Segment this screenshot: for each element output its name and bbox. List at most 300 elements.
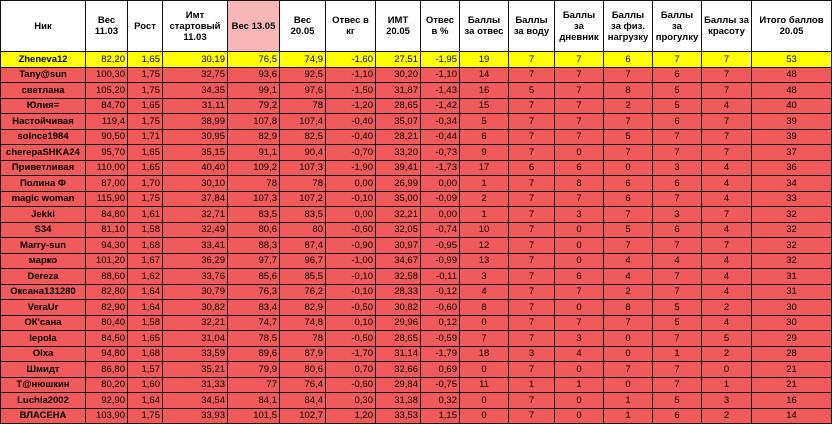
table-row xyxy=(1,222,832,238)
cell-loss-kg: -0,10 xyxy=(326,269,376,285)
cell-loss-pct: 0,12 xyxy=(421,315,460,331)
cell-nick: Olxa xyxy=(1,346,86,362)
cell-weight-start: 115,90 xyxy=(86,191,128,207)
cell-points-diary: 7 xyxy=(555,67,604,83)
cell-weight-2005: 78 xyxy=(280,176,326,192)
cell-bmi-start: 35,21 xyxy=(163,362,228,378)
cell-weight-2005: 80 xyxy=(280,222,326,238)
cell-points-loss: 8 xyxy=(460,300,509,316)
cell-points-loss: 19 xyxy=(460,52,509,68)
cell-points-loss: 0 xyxy=(460,362,509,378)
cell-points-walk: 7 xyxy=(653,362,702,378)
cell-weight-start: 105,20 xyxy=(86,83,128,99)
cell-bmi-2005: 33,53 xyxy=(376,408,421,424)
cell-nick: Настойчивая xyxy=(1,114,86,130)
cell-points-loss: 7 xyxy=(460,331,509,347)
cell-nick: ВЛАСЕНА xyxy=(1,408,86,424)
cell-points-loss: 11 xyxy=(460,377,509,393)
cell-points-diary: 8 xyxy=(555,176,604,192)
cell-weight-2005: 74,8 xyxy=(280,315,326,331)
cell-points-exercise: 5 xyxy=(604,129,653,145)
cell-loss-kg: -0,40 xyxy=(326,129,376,145)
col-header-bmi-2005: ИМТ 20.05 xyxy=(376,1,421,52)
table-row xyxy=(1,160,832,176)
cell-weight-start: 92,90 xyxy=(86,393,128,409)
cell-nick: Оксана131280 xyxy=(1,284,86,300)
cell-bmi-2005: 31,38 xyxy=(376,393,421,409)
cell-points-beauty: 7 xyxy=(702,114,752,130)
cell-height: 1,64 xyxy=(128,393,163,409)
cell-weight-2005: 76,4 xyxy=(280,377,326,393)
cell-weight-1305: 82,9 xyxy=(228,129,280,145)
cell-bmi-start: 30,10 xyxy=(163,176,228,192)
table-row xyxy=(1,284,832,300)
cell-points-diary: 7 xyxy=(555,98,604,114)
cell-weight-1305: 89,6 xyxy=(228,346,280,362)
cell-loss-kg: -1,50 xyxy=(326,83,376,99)
cell-points-diary: 7 xyxy=(555,114,604,130)
cell-points-water: 7 xyxy=(509,269,555,285)
cell-points-beauty: 5 xyxy=(702,331,752,347)
cell-loss-kg: -1,10 xyxy=(326,67,376,83)
table-row xyxy=(1,207,832,223)
table-row xyxy=(1,129,832,145)
cell-loss-pct: -0,60 xyxy=(421,300,460,316)
table-row xyxy=(1,346,832,362)
cell-height: 1,57 xyxy=(128,362,163,378)
col-header-height: Рост xyxy=(128,1,163,52)
cell-weight-1305: 77 xyxy=(228,377,280,393)
cell-weight-1305: 99,1 xyxy=(228,83,280,99)
cell-points-water: 7 xyxy=(509,145,555,161)
cell-loss-pct: -0,44 xyxy=(421,129,460,145)
cell-points-exercise: 6 xyxy=(604,52,653,68)
cell-weight-1305: 109,2 xyxy=(228,160,280,176)
cell-weight-start: 88,60 xyxy=(86,269,128,285)
cell-points-walk: 7 xyxy=(653,377,702,393)
col-header-bmi-start: Имт стартовый 11.03 xyxy=(163,1,228,52)
cell-weight-start: 87,00 xyxy=(86,176,128,192)
cell-points-exercise: 5 xyxy=(604,222,653,238)
table-row xyxy=(1,408,832,424)
cell-points-water: 7 xyxy=(509,129,555,145)
cell-points-loss: 9 xyxy=(460,145,509,161)
cell-bmi-start: 32,49 xyxy=(163,222,228,238)
cell-loss-pct: -0,95 xyxy=(421,238,460,254)
cell-height: 1,70 xyxy=(128,176,163,192)
cell-points-exercise: 8 xyxy=(604,83,653,99)
cell-weight-1305: 79,9 xyxy=(228,362,280,378)
table-row xyxy=(1,331,832,347)
cell-nick: cherepaSHKA24 xyxy=(1,145,86,161)
cell-bmi-2005: 31,14 xyxy=(376,346,421,362)
cell-bmi-start: 34,35 xyxy=(163,83,228,99)
cell-weight-start: 90,50 xyxy=(86,129,128,145)
cell-total: 48 xyxy=(752,67,832,83)
table-row xyxy=(1,191,832,207)
cell-bmi-2005: 34,67 xyxy=(376,253,421,269)
cell-points-beauty: 2 xyxy=(702,300,752,316)
cell-loss-kg: -0,10 xyxy=(326,284,376,300)
cell-bmi-start: 34,54 xyxy=(163,393,228,409)
cell-nick: solnce1984 xyxy=(1,129,86,145)
cell-bmi-2005: 29,84 xyxy=(376,377,421,393)
cell-bmi-start: 40,40 xyxy=(163,160,228,176)
cell-total: 39 xyxy=(752,114,832,130)
cell-points-loss: 5 xyxy=(460,114,509,130)
cell-loss-pct: -1,95 xyxy=(421,52,460,68)
cell-loss-kg: -0,90 xyxy=(326,238,376,254)
cell-weight-2005: 85,5 xyxy=(280,269,326,285)
cell-points-water: 7 xyxy=(509,114,555,130)
cell-points-water: 7 xyxy=(509,222,555,238)
cell-weight-start: 80,20 xyxy=(86,377,128,393)
cell-weight-start: 82,80 xyxy=(86,284,128,300)
cell-points-water: 7 xyxy=(509,331,555,347)
cell-total: 30 xyxy=(752,300,832,316)
cell-points-walk: 3 xyxy=(653,160,702,176)
cell-nick: Zheneva12 xyxy=(1,52,86,68)
cell-total: 39 xyxy=(752,129,832,145)
cell-bmi-2005: 32,21 xyxy=(376,207,421,223)
cell-weight-1305: 107,8 xyxy=(228,114,280,130)
cell-loss-kg: 1,20 xyxy=(326,408,376,424)
cell-points-water: 7 xyxy=(509,393,555,409)
cell-bmi-start: 32,71 xyxy=(163,207,228,223)
cell-points-exercise: 7 xyxy=(604,67,653,83)
cell-height: 1,65 xyxy=(128,98,163,114)
cell-loss-kg: -1,20 xyxy=(326,98,376,114)
cell-total: 31 xyxy=(752,284,832,300)
cell-weight-2005: 90,4 xyxy=(280,145,326,161)
cell-loss-kg: -0,10 xyxy=(326,191,376,207)
cell-nick: lepola xyxy=(1,331,86,347)
cell-bmi-start: 33,93 xyxy=(163,408,228,424)
cell-points-walk: 7 xyxy=(653,52,702,68)
cell-points-beauty: 7 xyxy=(702,145,752,161)
col-header-points-beauty: Баллы за красоту xyxy=(702,1,752,52)
cell-points-exercise: 6 xyxy=(604,176,653,192)
cell-points-walk: 7 xyxy=(653,129,702,145)
cell-nick: Приветливая xyxy=(1,160,86,176)
cell-weight-start: 82,90 xyxy=(86,300,128,316)
cell-points-water: 7 xyxy=(509,408,555,424)
cell-loss-pct: -0,59 xyxy=(421,331,460,347)
cell-loss-pct: 0,32 xyxy=(421,393,460,409)
cell-points-exercise: 7 xyxy=(604,362,653,378)
cell-weight-1305: 78,5 xyxy=(228,331,280,347)
cell-bmi-start: 30,79 xyxy=(163,284,228,300)
cell-height: 1,75 xyxy=(128,67,163,83)
cell-points-walk: 7 xyxy=(653,269,702,285)
cell-height: 1,65 xyxy=(128,52,163,68)
cell-nick: светлана xyxy=(1,83,86,99)
cell-bmi-2005: 39,41 xyxy=(376,160,421,176)
cell-loss-pct: -1,42 xyxy=(421,98,460,114)
cell-points-exercise: 7 xyxy=(604,145,653,161)
cell-points-water: 7 xyxy=(509,52,555,68)
cell-height: 1,75 xyxy=(128,83,163,99)
col-header-weight-1305: Вес 13.05 xyxy=(228,1,280,52)
cell-bmi-start: 32,75 xyxy=(163,67,228,83)
cell-total: 29 xyxy=(752,331,832,347)
cell-bmi-start: 31,11 xyxy=(163,98,228,114)
cell-points-water: 7 xyxy=(509,315,555,331)
cell-weight-2005: 87,9 xyxy=(280,346,326,362)
cell-points-loss: 1 xyxy=(460,207,509,223)
cell-points-walk: 6 xyxy=(653,176,702,192)
cell-total: 48 xyxy=(752,83,832,99)
cell-points-walk: 6 xyxy=(653,222,702,238)
cell-points-beauty: 4 xyxy=(702,160,752,176)
cell-height: 1,64 xyxy=(128,284,163,300)
cell-weight-1305: 91,1 xyxy=(228,145,280,161)
cell-bmi-start: 31,04 xyxy=(163,331,228,347)
cell-points-water: 7 xyxy=(509,98,555,114)
table-row xyxy=(1,145,832,161)
cell-bmi-2005: 32,05 xyxy=(376,222,421,238)
cell-total: 34 xyxy=(752,176,832,192)
cell-weight-1305: 85,6 xyxy=(228,269,280,285)
cell-bmi-start: 30,19 xyxy=(163,52,228,68)
cell-points-beauty: 4 xyxy=(702,253,752,269)
cell-points-diary: 0 xyxy=(555,362,604,378)
cell-points-water: 7 xyxy=(509,67,555,83)
cell-points-walk: 5 xyxy=(653,98,702,114)
cell-loss-kg: -1,00 xyxy=(326,253,376,269)
cell-height: 1,71 xyxy=(128,129,163,145)
cell-nick: magic woman xyxy=(1,191,86,207)
cell-loss-pct: 0,69 xyxy=(421,362,460,378)
cell-weight-2005: 96,7 xyxy=(280,253,326,269)
cell-loss-kg: -0,60 xyxy=(326,222,376,238)
table-row xyxy=(1,83,832,99)
table-row xyxy=(1,393,832,409)
cell-points-beauty: 4 xyxy=(702,315,752,331)
cell-weight-2005: 84,4 xyxy=(280,393,326,409)
cell-loss-kg: 0,70 xyxy=(326,362,376,378)
cell-weight-2005: 102,7 xyxy=(280,408,326,424)
cell-points-exercise: 7 xyxy=(604,207,653,223)
table-row xyxy=(1,238,832,254)
cell-weight-2005: 92,5 xyxy=(280,67,326,83)
cell-loss-kg: -0,50 xyxy=(326,331,376,347)
cell-bmi-start: 35,15 xyxy=(163,145,228,161)
cell-points-loss: 18 xyxy=(460,346,509,362)
cell-nick: VeraUr xyxy=(1,300,86,316)
cell-loss-kg: -1,60 xyxy=(326,52,376,68)
cell-points-water: 7 xyxy=(509,284,555,300)
cell-total: 31 xyxy=(752,269,832,285)
cell-points-diary: 6 xyxy=(555,160,604,176)
cell-points-diary: 0 xyxy=(555,253,604,269)
cell-bmi-2005: 33,20 xyxy=(376,145,421,161)
cell-total: 21 xyxy=(752,377,832,393)
cell-points-walk: 6 xyxy=(653,114,702,130)
cell-loss-pct: -1,73 xyxy=(421,160,460,176)
cell-points-beauty: 4 xyxy=(702,191,752,207)
cell-loss-kg: -0,70 xyxy=(326,145,376,161)
cell-points-water: 6 xyxy=(509,160,555,176)
cell-weight-start: 82,20 xyxy=(86,52,128,68)
cell-bmi-2005: 30,20 xyxy=(376,67,421,83)
cell-loss-kg: -0,60 xyxy=(326,377,376,393)
cell-weight-2005: 107,4 xyxy=(280,114,326,130)
cell-points-walk: 6 xyxy=(653,67,702,83)
cell-points-exercise: 2 xyxy=(604,284,653,300)
cell-points-water: 7 xyxy=(509,191,555,207)
cell-bmi-2005: 30,82 xyxy=(376,300,421,316)
cell-weight-start: 100,30 xyxy=(86,67,128,83)
cell-weight-1305: 97,7 xyxy=(228,253,280,269)
cell-loss-pct: -0,99 xyxy=(421,253,460,269)
cell-weight-1305: 79,2 xyxy=(228,98,280,114)
cell-points-water: 7 xyxy=(509,253,555,269)
cell-height: 1,75 xyxy=(128,114,163,130)
cell-points-diary: 7 xyxy=(555,284,604,300)
cell-points-walk: 7 xyxy=(653,238,702,254)
cell-points-diary: 0 xyxy=(555,145,604,161)
cell-loss-pct: -0,12 xyxy=(421,284,460,300)
table-row xyxy=(1,114,832,130)
cell-loss-pct: 1,15 xyxy=(421,408,460,424)
cell-weight-2005: 80,6 xyxy=(280,362,326,378)
cell-total: 32 xyxy=(752,222,832,238)
cell-loss-pct: -0,09 xyxy=(421,191,460,207)
cell-weight-1305: 80,6 xyxy=(228,222,280,238)
cell-loss-pct: -0,75 xyxy=(421,377,460,393)
cell-bmi-start: 30,82 xyxy=(163,300,228,316)
cell-bmi-2005: 27,51 xyxy=(376,52,421,68)
cell-weight-2005: 107,3 xyxy=(280,160,326,176)
cell-points-exercise: 6 xyxy=(604,191,653,207)
cell-height: 1,60 xyxy=(128,377,163,393)
cell-weight-1305: 74,7 xyxy=(228,315,280,331)
cell-weight-start: 95,70 xyxy=(86,145,128,161)
cell-points-walk: 7 xyxy=(653,284,702,300)
cell-points-beauty: 2 xyxy=(702,408,752,424)
table-row xyxy=(1,52,832,68)
cell-total: 53 xyxy=(752,52,832,68)
cell-points-beauty: 7 xyxy=(702,207,752,223)
cell-weight-2005: 76,2 xyxy=(280,284,326,300)
cell-points-loss: 0 xyxy=(460,315,509,331)
cell-points-loss: 13 xyxy=(460,253,509,269)
cell-points-exercise: 7 xyxy=(604,114,653,130)
col-header-points-loss: Баллы за отвес xyxy=(460,1,509,52)
cell-total: 32 xyxy=(752,238,832,254)
table-row xyxy=(1,176,832,192)
cell-weight-start: 94,30 xyxy=(86,238,128,254)
cell-bmi-2005: 35,07 xyxy=(376,114,421,130)
cell-points-diary: 0 xyxy=(555,300,604,316)
cell-points-diary: 7 xyxy=(555,83,604,99)
cell-bmi-start: 36,29 xyxy=(163,253,228,269)
cell-loss-kg: 0,00 xyxy=(326,207,376,223)
cell-weight-start: 86,80 xyxy=(86,362,128,378)
cell-nick: марко xyxy=(1,253,86,269)
cell-weight-1305: 83,5 xyxy=(228,207,280,223)
cell-weight-start: 84,50 xyxy=(86,331,128,347)
cell-bmi-2005: 32,58 xyxy=(376,269,421,285)
cell-weight-start: 119,4 xyxy=(86,114,128,130)
cell-points-beauty: 7 xyxy=(702,129,752,145)
cell-points-water: 1 xyxy=(509,377,555,393)
cell-points-walk: 7 xyxy=(653,145,702,161)
cell-loss-pct: -1,43 xyxy=(421,83,460,99)
cell-bmi-2005: 30,97 xyxy=(376,238,421,254)
cell-bmi-2005: 28,65 xyxy=(376,331,421,347)
cell-total: 32 xyxy=(752,253,832,269)
cell-points-walk: 5 xyxy=(653,393,702,409)
cell-weight-start: 103,90 xyxy=(86,408,128,424)
cell-points-loss: 6 xyxy=(460,129,509,145)
cell-height: 1,67 xyxy=(128,253,163,269)
cell-points-loss: 0 xyxy=(460,408,509,424)
cell-bmi-2005: 28,21 xyxy=(376,129,421,145)
cell-weight-1305: 78 xyxy=(228,176,280,192)
cell-bmi-start: 30,95 xyxy=(163,129,228,145)
cell-points-walk: 6 xyxy=(653,408,702,424)
cell-points-exercise: 7 xyxy=(604,238,653,254)
cell-height: 1,65 xyxy=(128,160,163,176)
cell-height: 1,65 xyxy=(128,145,163,161)
cell-weight-1305: 88,3 xyxy=(228,238,280,254)
cell-points-exercise: 2 xyxy=(604,98,653,114)
cell-points-water: 7 xyxy=(509,362,555,378)
cell-loss-kg: -0,40 xyxy=(326,114,376,130)
cell-points-walk: 1 xyxy=(653,346,702,362)
cell-bmi-start: 33,76 xyxy=(163,269,228,285)
cell-points-beauty: 4 xyxy=(702,222,752,238)
cell-weight-start: 94,80 xyxy=(86,346,128,362)
cell-weight-1305: 84,1 xyxy=(228,393,280,409)
cell-weight-1305: 93,6 xyxy=(228,67,280,83)
cell-bmi-start: 33,59 xyxy=(163,346,228,362)
cell-points-loss: 2 xyxy=(460,191,509,207)
cell-points-diary: 0 xyxy=(555,222,604,238)
table-row xyxy=(1,67,832,83)
cell-loss-kg: 0,10 xyxy=(326,315,376,331)
cell-points-exercise: 7 xyxy=(604,315,653,331)
cell-nick: Tany@sun xyxy=(1,67,86,83)
cell-points-diary: 7 xyxy=(555,52,604,68)
cell-points-exercise: 0 xyxy=(604,377,653,393)
cell-points-loss: 1 xyxy=(460,176,509,192)
cell-loss-pct: -1,79 xyxy=(421,346,460,362)
cell-weight-2005: 97,6 xyxy=(280,83,326,99)
cell-height: 1,58 xyxy=(128,222,163,238)
cell-loss-kg: -1,90 xyxy=(326,160,376,176)
cell-loss-pct: -1,10 xyxy=(421,67,460,83)
cell-height: 1,75 xyxy=(128,191,163,207)
cell-bmi-2005: 28,65 xyxy=(376,98,421,114)
cell-points-diary: 7 xyxy=(555,315,604,331)
cell-total: 33 xyxy=(752,191,832,207)
cell-total: 30 xyxy=(752,315,832,331)
cell-height: 1,61 xyxy=(128,207,163,223)
cell-points-beauty: 4 xyxy=(702,98,752,114)
cell-loss-kg: -0,50 xyxy=(326,300,376,316)
cell-loss-kg: -1,70 xyxy=(326,346,376,362)
cell-bmi-2005: 29,96 xyxy=(376,315,421,331)
cell-total: 16 xyxy=(752,393,832,409)
cell-points-beauty: 2 xyxy=(702,346,752,362)
cell-bmi-start: 31,33 xyxy=(163,377,228,393)
table-row xyxy=(1,315,832,331)
cell-weight-1305: 107,3 xyxy=(228,191,280,207)
cell-points-beauty: 7 xyxy=(702,238,752,254)
